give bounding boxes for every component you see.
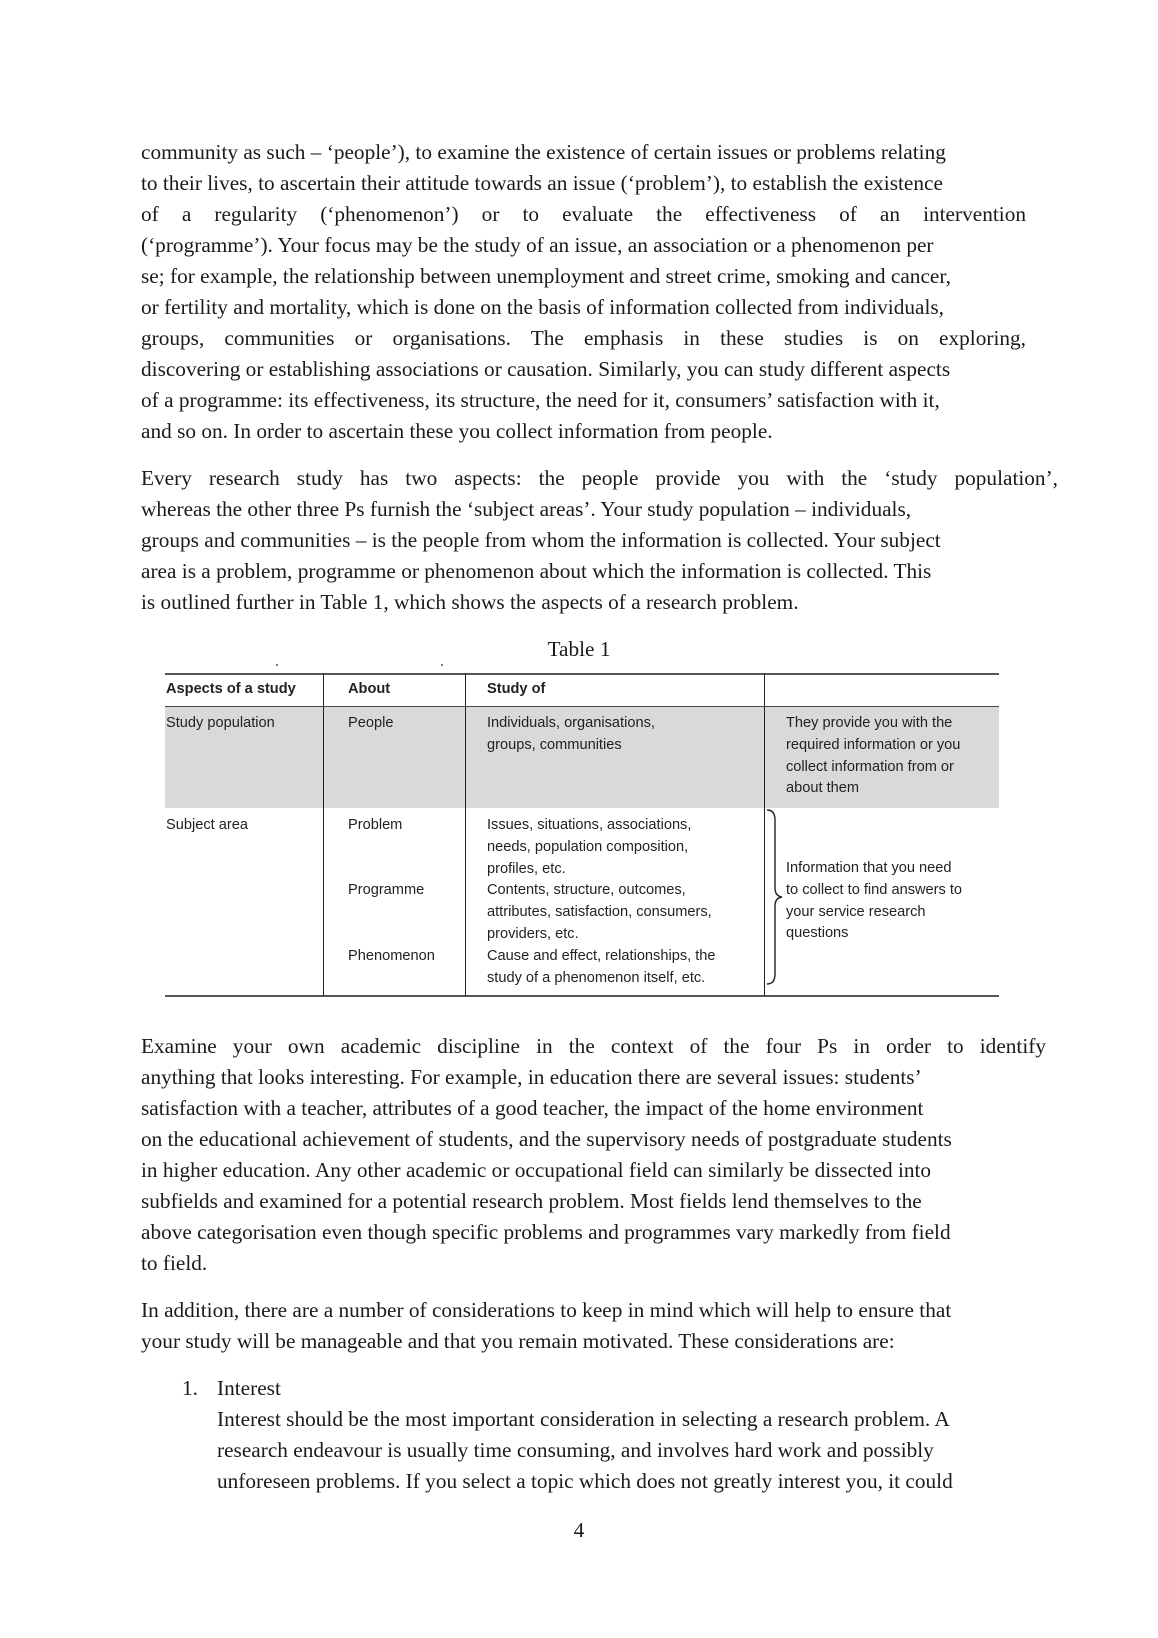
paragraph-2 bbox=[141, 463, 1058, 618]
table-cell-aspect: Subject area bbox=[166, 817, 248, 833]
table-cell-about: Phenomenon bbox=[348, 948, 435, 964]
cell-line: collect information from or bbox=[786, 758, 954, 775]
cell-line: Information that you need bbox=[786, 860, 952, 876]
text-line: Examine your own academic discipline in the context of the four Ps in order to identify bbox=[141, 1034, 1046, 1058]
text-line: se; for example, the relationship between unemployment and street crime, smoking and cancer, bbox=[141, 264, 951, 288]
cell-line: Individuals, organisations, bbox=[487, 715, 655, 731]
cell-line: required information or you bbox=[786, 736, 961, 753]
aspects-table bbox=[165, 673, 999, 997]
paragraph-3 bbox=[141, 1031, 1046, 1279]
text-line: In addition, there are a number of considerations to keep in mind which will help to ensure that bbox=[141, 1298, 952, 1322]
text-line: area is a problem, programme or phenomenon about which the information is collected. This bbox=[141, 559, 932, 583]
text-line: subfields and examined for a potential research problem. Most fields lend themselves to the bbox=[141, 1189, 922, 1213]
stray-dot bbox=[276, 664, 278, 666]
table-bottom-rule bbox=[165, 995, 999, 997]
table-header-about: About bbox=[348, 681, 391, 697]
text-line: community as such – ‘people’), to examine the existence of certain issues or problems relating bbox=[141, 140, 946, 164]
text-line: is outlined further in Table 1, which shows the aspects of a research problem. bbox=[141, 590, 799, 614]
text-line: to field. bbox=[141, 1251, 208, 1275]
table-cell-about: People bbox=[348, 715, 394, 731]
text-line: above categorisation even though specific problems and programmes vary markedly from field bbox=[141, 1220, 951, 1244]
text-line: discovering or establishing associations or causation. Similarly, you can study different aspects bbox=[141, 357, 951, 381]
table-cell-study-of bbox=[487, 815, 716, 989]
cell-line: Contents, structure, outcomes, bbox=[487, 882, 686, 899]
paragraph-4 bbox=[141, 1295, 1034, 1357]
text-line: research endeavour is usually time consuming, and involves hard work and possibly bbox=[217, 1438, 934, 1462]
cell-line: They provide you with the bbox=[786, 715, 953, 731]
text-line: Interest should be the most important consideration in selecting a research problem. A bbox=[217, 1407, 950, 1431]
cell-line: questions bbox=[786, 925, 849, 942]
text-line: anything that looks interesting. For example, in education there are several issues: students’ bbox=[141, 1065, 922, 1089]
table-column-divider bbox=[465, 673, 466, 996]
stray-dot bbox=[441, 664, 443, 666]
paragraph-1 bbox=[141, 137, 1034, 447]
text-line: of a programme: its effectiveness, its structure, the need for it, consumers’ satisfaction with it, bbox=[141, 388, 940, 412]
table-cell-note bbox=[786, 858, 962, 945]
page-number: 4 bbox=[573, 1518, 585, 1542]
text-line: in higher education. Any other academic or occupational field can similarly be dissected into bbox=[141, 1158, 932, 1182]
cell-line: Cause and effect, relationships, the bbox=[487, 947, 716, 964]
table-caption: Table 1 bbox=[547, 637, 611, 661]
text-line: unforeseen problems. If you select a topic which does not greatly interest you, it could bbox=[217, 1469, 953, 1493]
cell-line: about them bbox=[786, 780, 860, 797]
table-top-rule bbox=[165, 673, 999, 675]
table-cell-study-of bbox=[487, 713, 655, 757]
list-item-title: Interest bbox=[217, 1376, 281, 1400]
table-cell-about: Problem bbox=[348, 817, 403, 833]
cell-line: providers, etc. bbox=[487, 925, 579, 942]
table-cell-note bbox=[786, 713, 960, 800]
cell-line: groups, communities bbox=[487, 736, 622, 753]
table-cell-aspect: Study population bbox=[166, 715, 275, 731]
text-line: whereas the other three Ps furnish the ‘subject areas’. Your study population – individuals, bbox=[141, 497, 912, 521]
table-header-rule bbox=[165, 706, 999, 707]
list-item-interest bbox=[217, 1373, 1037, 1497]
text-line: on the educational achievement of students, and the supervisory needs of postgraduate students bbox=[141, 1127, 952, 1151]
text-line: groups and communities – is the people from whom the information is collected. Your subject bbox=[141, 528, 941, 552]
table-column-divider bbox=[323, 673, 324, 996]
text-line: satisfaction with a teacher, attributes of a good teacher, the impact of the home environment bbox=[141, 1096, 924, 1120]
cell-line: attributes, satisfaction, consumers, bbox=[487, 904, 712, 921]
text-line: or fertility and mortality, which is done on the basis of information collected from individuals, bbox=[141, 295, 944, 319]
cell-line: study of a phenomenon itself, etc. bbox=[487, 969, 706, 986]
table-header-aspects: Aspects of a study bbox=[166, 681, 296, 697]
cell-line: your service research bbox=[786, 903, 926, 920]
text-line: (‘programme’). Your focus may be the study of an issue, an association or a phenomenon per bbox=[141, 233, 934, 257]
cell-line: to collect to find answers to bbox=[786, 881, 963, 898]
table-header-study-of: Study of bbox=[487, 681, 546, 697]
text-line: groups, communities or organisations. The emphasis in these studies is on exploring, bbox=[141, 326, 1026, 350]
cell-line: Issues, situations, associations, bbox=[487, 817, 692, 833]
curly-brace-icon bbox=[765, 808, 785, 986]
text-line: to their lives, to ascertain their attitude towards an issue (‘problem’), to establish the existence bbox=[141, 171, 943, 195]
cell-line: profiles, etc. bbox=[487, 860, 566, 877]
text-line: your study will be manageable and that you remain motivated. These considerations are: bbox=[141, 1329, 895, 1353]
text-line: of a regularity (‘phenomenon’) or to evaluate the effectiveness of an intervention bbox=[141, 202, 1026, 226]
table-cell-about: Programme bbox=[348, 882, 425, 898]
cell-line: needs, population composition, bbox=[487, 838, 689, 855]
text-line: Every research study has two aspects: the people provide you with the ‘study population’, bbox=[141, 466, 1058, 490]
list-item-number: 1. bbox=[182, 1376, 198, 1400]
text-line: and so on. In order to ascertain these you collect information from people. bbox=[141, 419, 773, 443]
